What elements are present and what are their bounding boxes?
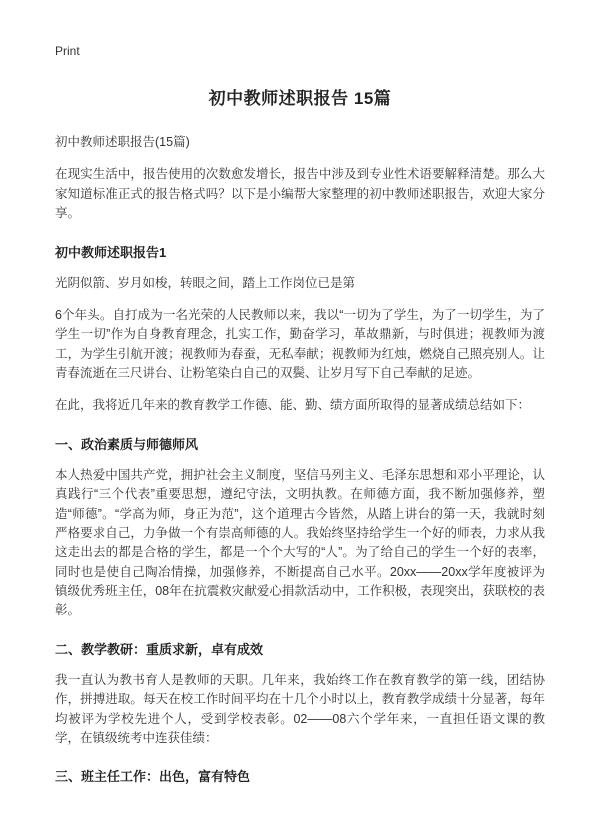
print-link[interactable]: Print: [55, 44, 80, 58]
paragraph: 我一直认为教书育人是教师的天职。几年来，我始终工作在教育教学的第一线，团结协作，拼搏进取。每天在校工作时间平均在十几个小时以上，教育教学成绩十分显著，每年均被评为学校先进个人，受到学校表彰。02——08六个学年来，一直担任语文课的教学，在镇级统考中连获佳绩：: [55, 672, 545, 745]
paragraph: 6个年头。自打成为一名光荣的人民教师以来，我以“一切为了学生，为了一切学生，为了学生一切”作为自身教育理念，扎实工作，勤奋学习，革故鼎新，与时俱进；视教师为渡工，为学生引航开渡；视教师为春蚕，无私奉献；视教师为红烛，燃烧自己照亮别人。让青春流逝在三尺讲台、让粉笔染白自己的双鬓、让岁月写下自己奉献的足迹。: [55, 307, 545, 380]
paragraph-subtitle: 初中教师述职报告(15篇): [55, 135, 190, 149]
section-heading-1: 一、政治素质与师德师风: [55, 436, 199, 452]
paragraph: 本人热爱中国共产党，拥护社会主义制度，坚信马列主义、毛泽东思想和邓小平理论，认真践行“三个代表”重要思想，遵纪守法，文明执教。在师德方面，我不断加强修养，塑造“师德”。“学高为师，身正为范”，这个道理古今皆然，从踏上讲台的第一天，我就时刻严格要求自己，力争做一个有崇高师德的人。我始终坚持给学生一个好的师表，力求从我这走出去的都是合格的学生，都是一个个大写的“人”。为了给自己的学生一个好的表率，同时也是使自己陶冶情操，加强修养，不断提高自己水平。20xx——20xx学年度被评为镇级优秀班主任，08年在抗震救灾献爱心捐款活动中，工作积极，表现突出，获联校的表彰。: [55, 467, 545, 618]
section-heading-2: 二、教学教研：重质求新，卓有成效: [55, 641, 264, 657]
paragraph: 在此，我将近几年来的教育教学工作德、能、勤、绩方面所取得的显著成绩总结如下：: [55, 398, 531, 413]
section-heading-report-1: 初中教师述职报告1: [55, 244, 167, 260]
paragraph-intro: 在现实生活中，报告使用的次数愈发增长，报告中涉及到专业性术语要解释清楚。那么大家知道标准正式的报告格式吗？以下是小编帮大家整理的初中教师述职报告，欢迎大家分享。: [55, 167, 545, 221]
document-title: 初中教师述职报告 15篇: [208, 89, 392, 108]
section-heading-3: 三、班主任工作：出色，富有特色: [55, 769, 251, 785]
paragraph: 光阴似箭、岁月如梭，转眼之间，踏上工作岗位已是第: [55, 275, 356, 290]
